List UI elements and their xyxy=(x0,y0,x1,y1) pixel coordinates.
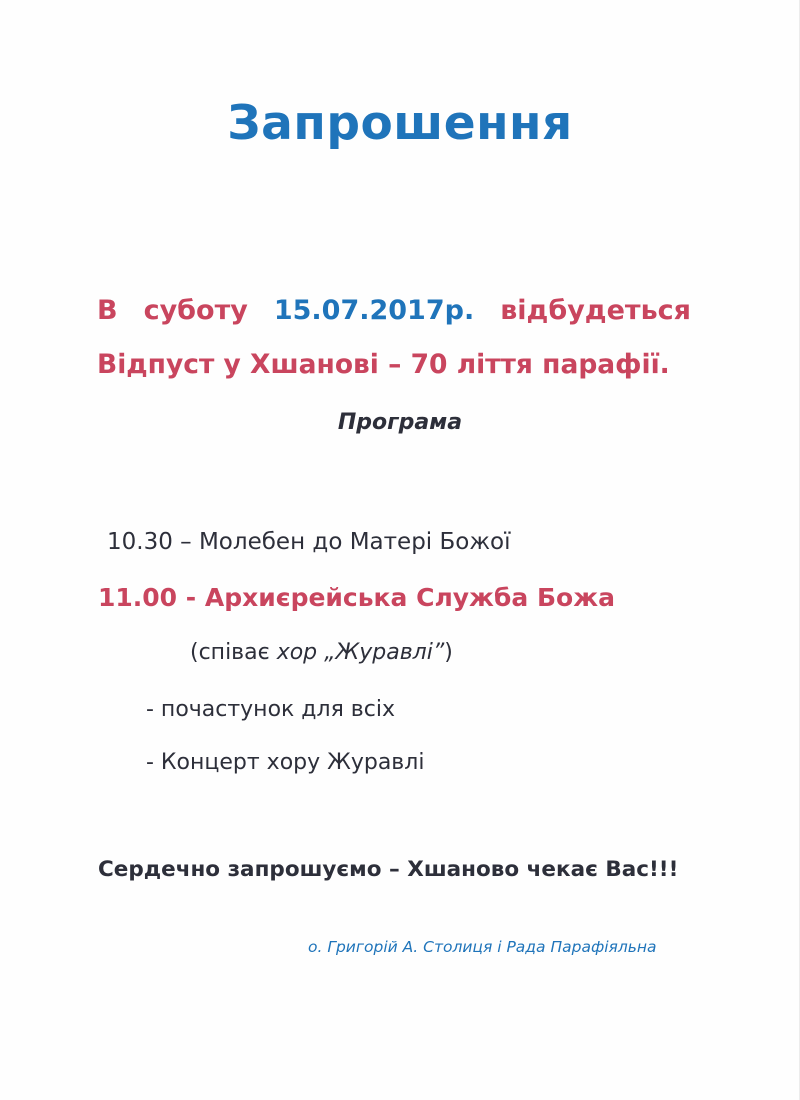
program-item-moleben: 10.30 – Молебен до Матері Божої xyxy=(107,529,511,555)
choir-note-suffix: ) xyxy=(444,640,453,665)
event-date: 15.07.2017р. xyxy=(273,295,475,326)
choir-note-prefix: (співає xyxy=(190,640,277,665)
intro-word-will-take-place: відбудеться xyxy=(500,295,691,326)
program-item-choir-note xyxy=(190,640,453,665)
signature: о. Григорій А. Столиця і Рада Парафіяльна xyxy=(308,938,657,956)
intro-word-saturday: суботу xyxy=(143,295,248,326)
choir-name: хор „Журавлі” xyxy=(276,640,445,665)
closing-invitation: Сердечно запрошуємо – Хшаново чекає Вас!!! xyxy=(98,857,679,882)
intro-word-v: В xyxy=(97,295,118,326)
invitation-title: Запрошення xyxy=(227,96,573,151)
program-heading: Програма xyxy=(337,410,463,435)
program-item-refreshments: - почастунок для всіх xyxy=(146,697,396,722)
program-item-concert: - Концерт хору Журавлі xyxy=(146,750,425,775)
intro-line-2: Відпуст у Хшанові – 70 ліття парафії. xyxy=(97,349,670,380)
intro-line-1 xyxy=(97,295,691,326)
program-item-liturgy: 11.00 - Архиєрейська Служба Божа xyxy=(98,583,615,612)
